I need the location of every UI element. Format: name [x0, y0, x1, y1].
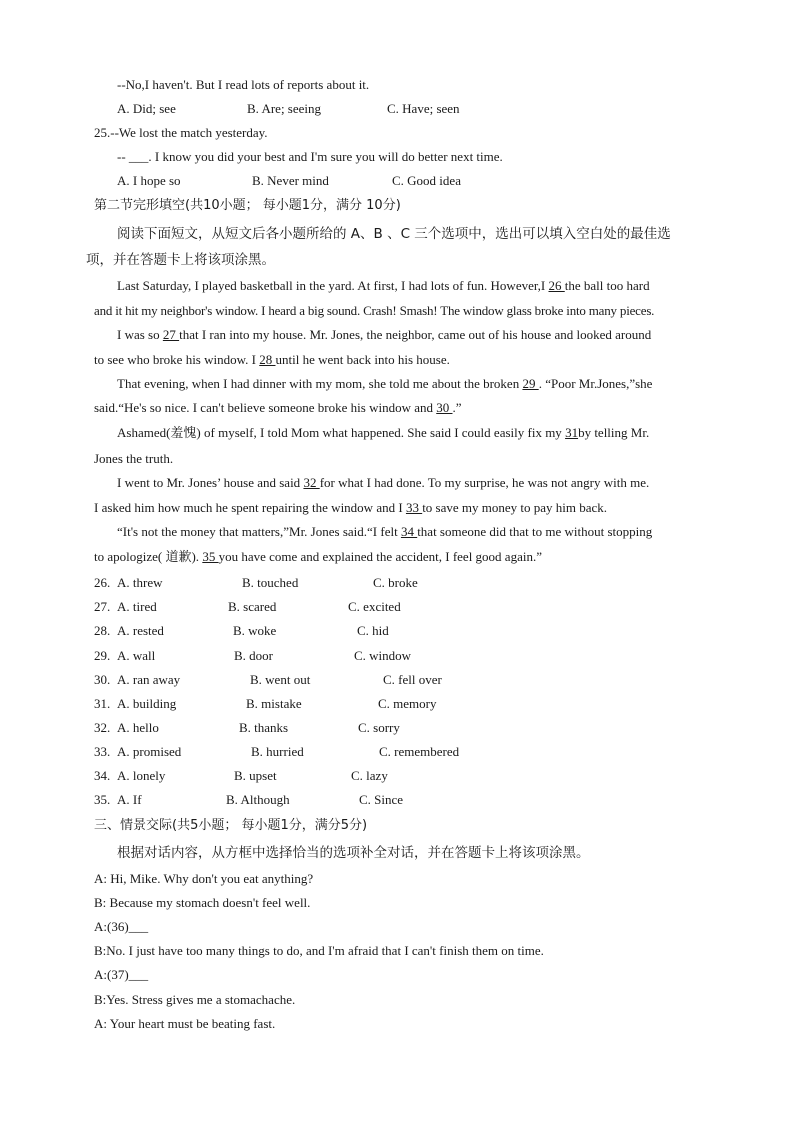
cloze-option-a: A. If	[117, 792, 142, 807]
cloze-option-b: B. upset	[234, 768, 277, 783]
text-run: .”	[452, 400, 462, 415]
text-run: to see who broke his window. I	[94, 352, 260, 367]
blank-33: 33	[405, 500, 423, 515]
q24-option-c: C. Have; seen	[387, 101, 460, 116]
cloze-option-number: 33.	[94, 744, 111, 759]
cloze-option-b: B. went out	[250, 672, 311, 687]
q25-answer-line	[117, 149, 503, 165]
passage-p4-line1	[117, 425, 649, 441]
section2-title: 第二节完形填空(共10小题； 每小题1分，满分 10分)	[94, 198, 401, 213]
cloze-option-c: C. memory	[378, 696, 437, 711]
section2-instruction-1: 阅读下面短文，从短文后各小题所给的 A、B 、C 三个选项中，选出可以填入空白处的最佳选	[117, 226, 671, 242]
dialogue-line: A:(37)___	[94, 967, 149, 982]
passage-p6-line2	[94, 549, 542, 565]
cloze-option-c: C. broke	[373, 575, 418, 590]
cloze-option-number: 34.	[94, 768, 111, 783]
q25-question: 25.--We lost the match yesterday.	[94, 125, 268, 140]
blank-27: 27	[162, 327, 180, 342]
passage-p6-line1	[117, 524, 652, 540]
text-run: until he went back into his house.	[275, 352, 450, 367]
cloze-option-c: C. window	[354, 648, 412, 663]
cloze-option-a: A. building	[117, 696, 177, 711]
passage-p2-line1	[117, 327, 651, 343]
text-run: the ball too hard	[564, 278, 650, 293]
section2-instruction-2: 项，并在答题卡上将该项涂黑。	[86, 252, 275, 268]
cloze-option-number: 30.	[94, 672, 111, 687]
cloze-option-a: A. threw	[117, 575, 163, 590]
cloze-option-b: B. hurried	[251, 744, 304, 759]
text-run: I asked him how much he spent repairing the window and I	[94, 500, 406, 515]
text-run: to apologize( 道歉).	[94, 549, 203, 564]
text-run: said.“He's so nice. I can't believe someone broke his window and	[94, 400, 437, 415]
text-run: I went to Mr. Jones’ house and said	[117, 475, 304, 490]
cloze-option-b: B. thanks	[239, 720, 289, 735]
passage-p1-line1	[117, 278, 650, 294]
cloze-option-b: B. touched	[242, 575, 299, 590]
cloze-option-number: 32.	[94, 720, 111, 735]
q24-answer-line: --No,I haven't. But I read lots of reports about it.	[117, 77, 370, 92]
cloze-option-b: B. mistake	[246, 696, 302, 711]
dialogue-line: B:No. I just have too many things to do, and I'm afraid that I can't finish them on time.	[94, 943, 544, 958]
blank-26: 26	[548, 278, 565, 293]
blank-35: 35	[202, 549, 219, 564]
passage-p3-line2	[94, 400, 462, 416]
blank-34: 34	[400, 524, 418, 539]
text-run: “It's not the money that matters,”Mr. Jones said.“I felt	[117, 524, 401, 539]
dialogue-line: A: Hi, Mike. Why don't you eat anything?	[94, 871, 314, 886]
dialogue-line: A:(36)___	[94, 919, 149, 934]
q25-answer-post: . I know you did your best and I'm sure you will do better next time.	[148, 149, 503, 164]
cloze-option-a: A. lonely	[117, 768, 166, 783]
text-run: that I ran into my house. Mr. Jones, the neighbor, came out of his house and looked around	[179, 327, 652, 342]
section3-instruction: 根据对话内容，从方框中选择恰当的选项补全对话，并在答题卡上将该项涂黑。	[117, 845, 590, 861]
text-run: you have come and explained the accident, I feel good again.”	[218, 549, 542, 564]
dialogue-line: B:Yes. Stress gives me a stomachache.	[94, 992, 296, 1007]
cloze-option-number: 28.	[94, 623, 111, 638]
q24-option-b: B. Are; seeing	[247, 101, 322, 116]
text-run: I was so	[117, 327, 163, 342]
q24-option-a: A. Did; see	[117, 101, 176, 116]
cloze-option-c: C. sorry	[358, 720, 400, 735]
blank-32: 32	[303, 475, 320, 490]
blank-28: 28	[259, 352, 276, 367]
text-run: for what I had done. To my surprise, he was not angry with me.	[319, 475, 650, 490]
text-run: to save my money to pay him back.	[422, 500, 608, 515]
cloze-option-c: C. excited	[348, 599, 401, 614]
text-run: That evening, when I had dinner with my mom, she told me about the broken	[117, 376, 523, 391]
cloze-option-a: A. ran away	[117, 672, 181, 687]
q25-option-c: C. Good idea	[392, 173, 461, 188]
q25-option-b: B. Never mind	[252, 173, 329, 188]
q25-answer-pre: --	[117, 149, 129, 164]
text-run: by telling Mr.	[578, 425, 650, 440]
cloze-option-c: C. lazy	[351, 768, 388, 783]
cloze-option-b: B. woke	[233, 623, 277, 638]
passage-p4-line2: Jones the truth.	[94, 451, 174, 466]
cloze-option-b: B. door	[234, 648, 273, 663]
dialogue-line: B: Because my stomach doesn't feel well.	[94, 895, 311, 910]
cloze-option-b: B. Although	[226, 792, 290, 807]
dialogue-line: A: Your heart must be beating fast.	[94, 1016, 276, 1031]
passage-p5-line1	[117, 475, 649, 491]
cloze-option-a: A. rested	[117, 623, 164, 638]
cloze-option-number: 27.	[94, 599, 111, 614]
cloze-option-a: A. wall	[117, 648, 156, 663]
cloze-option-number: 31.	[94, 696, 111, 711]
passage-p1-line2: and it hit my neighbor's window. I heard a big sound. Crash! Smash! The window glass broke into many pieces.	[94, 303, 655, 318]
text-run: Last Saturday, I played basketball in the yard. At first, I had lots of fun. However,I	[117, 278, 549, 293]
cloze-option-a: A. hello	[117, 720, 159, 735]
cloze-option-b: B. scared	[228, 599, 277, 614]
cloze-option-a: A. promised	[117, 744, 182, 759]
section3-title: 三、情景交际(共5小题； 每小题1分，满分5分)	[94, 818, 368, 833]
cloze-option-number: 35.	[94, 792, 111, 807]
cloze-option-c: C. hid	[357, 623, 389, 638]
cloze-option-c: C. remembered	[379, 744, 460, 759]
blank-30: 30	[436, 400, 453, 415]
q25-blank: ___	[128, 149, 149, 164]
passage-p2-line2	[94, 352, 450, 368]
text-run: . “Poor Mr.Jones,”she	[538, 376, 653, 391]
text-run: that someone did that to me without stopping	[417, 524, 653, 539]
blank-29: 29	[522, 376, 539, 391]
text-run: Ashamed(羞愧) of myself, I told Mom what happened. She said I could easily fix my	[117, 425, 566, 440]
cloze-option-c: C. Since	[359, 792, 404, 807]
passage-p5-line2	[94, 500, 607, 516]
blank-31: 31	[565, 425, 579, 440]
cloze-option-number: 26.	[94, 575, 111, 590]
cloze-option-c: C. fell over	[383, 672, 442, 687]
passage-p3-line1	[117, 376, 652, 392]
cloze-option-a: A. tired	[117, 599, 157, 614]
q25-option-a: A. I hope so	[117, 173, 181, 188]
cloze-option-number: 29.	[94, 648, 111, 663]
